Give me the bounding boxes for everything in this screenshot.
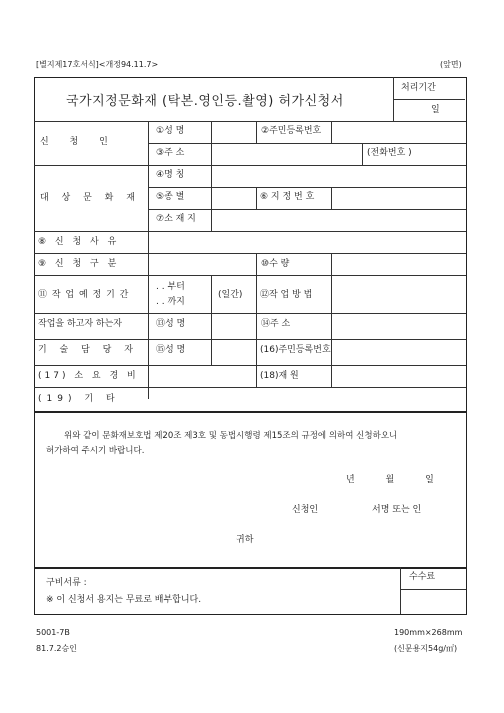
reason-label: ⑧ 신 청 사 유 (38, 237, 120, 247)
applicant-sign-label: 신청인 (292, 505, 319, 515)
approval-date: 81.7.2승인 (36, 644, 77, 653)
attachments-box (34, 567, 467, 615)
signature-label: 서명 또는 인 (372, 505, 422, 515)
processing-period-unit: 일 (431, 105, 440, 115)
period-days: (일간) (218, 290, 243, 300)
fund-source-label: (18)재 원 (260, 371, 299, 381)
free-form-note: ※ 이 신청서 용지는 무료로 배부합니다. (46, 595, 202, 605)
designation-number-label: ⑥ 지 정 번 호 (260, 192, 315, 202)
processing-period-label: 처리기간 (401, 83, 436, 93)
applicant-label: 신 청 인 (40, 137, 117, 147)
period-to: . . 까지 (156, 297, 185, 307)
phone-label: (전화번호 ) (367, 148, 412, 158)
documents-label: 구비서류 : (46, 578, 87, 588)
paper-size: 190mm×268mm (394, 628, 463, 637)
quantity-label: ⑩수 량 (261, 259, 290, 269)
heritage-location-label: ⑦소 재 지 (156, 214, 196, 224)
technician-name-label: ⑮성 명 (156, 345, 186, 355)
form-title: 국가지정문화재 (탁본.영인등.촬영) 허가신청서 (66, 94, 344, 109)
work-period-label: ⑪ 작 업 예 정 기 간 (38, 290, 130, 300)
technician-id-label: (16)주민등록번호 (260, 345, 331, 355)
name-label: ①성 명 (156, 126, 185, 136)
worker-address-label: ⑭주 소 (261, 319, 291, 329)
heritage-type-label: ⑤종 별 (156, 192, 185, 202)
heritage-label: 대 상 문 화 재 (40, 193, 140, 203)
page-side: (앞면) (440, 60, 462, 69)
statement-line-2: 허가하여 주시기 바랍니다. (46, 446, 145, 456)
date-line: 년 월 일 (346, 475, 448, 485)
paper-type: (신문용지54g/㎡) (394, 644, 458, 653)
fee-label: 수수료 (409, 572, 436, 582)
addressee-label: 귀하 (236, 535, 254, 545)
worker-name-label: ⑬성 명 (156, 319, 186, 329)
work-method-label: ⑫작 업 방 법 (260, 290, 313, 300)
statement-line-1: 위와 같이 문화재보호법 제20조 제3호 및 동법시행령 제15조의 규정에 의하여 신청하오니 (64, 431, 398, 441)
form-code: 5001-7B (36, 628, 70, 637)
category-label: ⑨ 신 청 구 분 (38, 259, 120, 269)
address-label: ③주 소 (156, 148, 185, 158)
resident-id-label: ②주민등록번호 (261, 126, 322, 136)
cost-label: (17) 소 요 경 비 (38, 371, 139, 381)
worker-label: 작업을 하고자 하는자 (38, 319, 122, 329)
form-number: [별지제17호서식]<개정94.11.7> (36, 60, 159, 69)
technician-label: 기 술 담 당 자 (38, 345, 138, 355)
other-label: (19) 기 타 (38, 394, 120, 404)
period-from: . . 부터 (156, 282, 185, 292)
heritage-name-label: ④명 칭 (156, 170, 185, 180)
